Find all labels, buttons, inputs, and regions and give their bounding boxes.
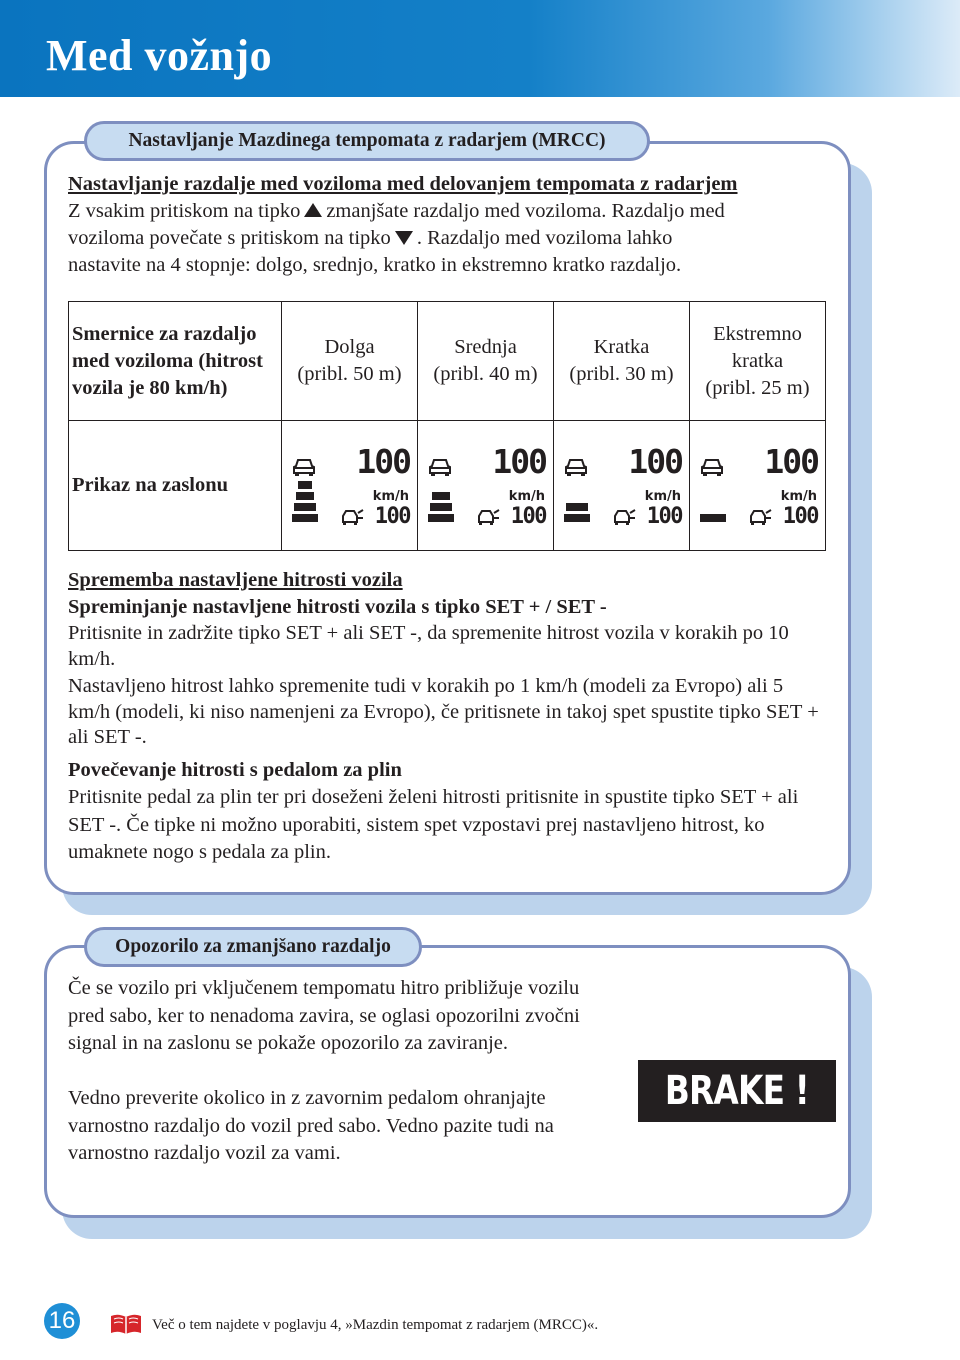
distance-bars <box>292 482 318 522</box>
speed-unit: km/h <box>508 488 545 504</box>
distance-bars <box>564 482 590 522</box>
section2-tab: Opozorilo za zmanjšano razdaljo <box>84 927 422 967</box>
section1-paragraph-line3: nastavite na 4 stopnje: dolgo, srednjo, kratko in ekstremno kratko razdaljo. <box>68 254 682 276</box>
lcd-display <box>418 422 553 550</box>
display-short <box>554 421 690 551</box>
lcd-display <box>282 422 417 550</box>
cruise-car-icon <box>476 507 500 527</box>
speed-unit: km/h <box>780 488 817 504</box>
cruise-car-icon <box>748 507 772 527</box>
table-row1-header: Smernice za razdaljo med voziloma (hitrost vozila je 80 km/h) <box>69 302 282 421</box>
distance-bar <box>700 514 726 522</box>
triangle-down-icon <box>395 231 413 245</box>
lead-car-icon <box>564 458 588 476</box>
distance-bars <box>428 482 454 522</box>
set-speed-readout: 100 <box>782 503 818 529</box>
para-text-a: Z vsakim pritiskom na tipko <box>68 200 301 222</box>
lcd-display <box>690 422 825 550</box>
page-header-band <box>0 0 960 97</box>
current-speed-readout: 100 <box>628 441 682 481</box>
lead-car-icon <box>428 458 452 476</box>
table-col-short: Kratka (pribl. 30 m) <box>554 302 690 421</box>
current-speed-readout: 100 <box>764 441 818 481</box>
display-medium <box>418 421 554 551</box>
distance-bar <box>566 503 588 511</box>
warning-paragraph1: Če se vozilo pri vključenem tempomatu hitro približuje vozilu pred sabo, ker to nenadoma zavira, se oglasi opozorilni zvočni signal in na zaslonu se pokaže opozorilo za zaviranje. <box>68 977 580 1054</box>
set-speed-readout: 100 <box>374 503 410 529</box>
book-icon <box>110 1313 142 1335</box>
cruise-car-icon <box>612 507 636 527</box>
distance-bar <box>428 514 454 522</box>
table-row2-header: Prikaz na zaslonu <box>69 421 282 551</box>
distance-bar <box>564 514 590 522</box>
distance-bar <box>430 503 452 511</box>
section1-heading: Nastavljanje razdalje med voziloma med delovanjem tempomata z radarjem <box>68 173 738 195</box>
speed-unit: km/h <box>644 488 681 504</box>
distance-bar <box>294 503 316 511</box>
cruise-car-icon <box>340 507 364 527</box>
lead-car-icon <box>700 458 724 476</box>
pedal-paragraph: Pritisnite pedal za plin ter pri doseženi želeni hitrosti pritisnite in spustite tipko SET + ali SET -. Če tipke ni možno uporabiti, sistem spet vzpostavi prej nastavljeno hitrost, ko umaknete nogo s pedala za plin. <box>68 786 799 863</box>
page-number: 16 <box>44 1303 80 1339</box>
table-col-long: Dolga (pribl. 50 m) <box>282 302 418 421</box>
set-speed-readout: 100 <box>510 503 546 529</box>
section1-paragraph-line2 <box>68 225 672 253</box>
lead-car-icon <box>292 458 316 476</box>
footer-note: Več o tem najdete v poglavju 4, »Mazdin tempomat z radarjem (MRCC)«. <box>152 1317 599 1333</box>
change-speed-heading: Sprememba nastavljene hitrosti vozila <box>68 569 403 591</box>
display-long <box>282 421 418 551</box>
speed-unit: km/h <box>372 488 409 504</box>
para-text-b: zmanjšate razdaljo med voziloma. Razdaljo med <box>326 200 725 222</box>
change-speed-paragraph1: Pritisnite in zadržite tipko SET + ali SET -, da spremenite hitrost vozila v korakih po 10 km/h. <box>68 622 789 670</box>
distance-bar <box>296 492 314 500</box>
lcd-display <box>554 422 689 550</box>
para-text-d: . Razdaljo med voziloma lahko <box>416 227 673 249</box>
current-speed-readout: 100 <box>356 441 410 481</box>
display-extra-short <box>690 421 826 551</box>
para-text-c: voziloma povečate s pritiskom na tipko <box>68 227 391 249</box>
distance-bar <box>432 492 450 500</box>
change-speed-subheading: Spreminjanje nastavljene hitrosti vozila s tipko SET + / SET - <box>68 596 607 618</box>
triangle-up-icon <box>304 203 322 217</box>
distance-bars <box>700 482 726 522</box>
brake-warning-display: BRAKE ! <box>638 1060 836 1122</box>
distance-bar <box>298 481 312 489</box>
pedal-heading: Povečevanje hitrosti s pedalom za plin <box>68 759 402 781</box>
section1-tab: Nastavljanje Mazdinega tempomata z radarjem (MRCC) <box>84 121 650 161</box>
warning-paragraph2: Vedno preverite okolico in z zavornim pedalom ohranjajte varnostno razdaljo do vozil pred sabo. Vedno pazite tudi na varnostno razdaljo vozil za vami. <box>68 1087 554 1164</box>
section1-paragraph-line1 <box>68 198 725 226</box>
current-speed-readout: 100 <box>492 441 546 481</box>
distance-table <box>68 301 826 551</box>
table-col-medium: Srednja (pribl. 40 m) <box>418 302 554 421</box>
page-title: Med vožnjo <box>46 31 273 80</box>
set-speed-readout: 100 <box>646 503 682 529</box>
change-speed-paragraph2: Nastavljeno hitrost lahko spremenite tudi v korakih po 1 km/h (modeli za Evropo) ali 5 km/h (modeli, ki niso namenjeni za Evropo), če pritisnete in takoj spet spustite tipko SET + ali SET -. <box>68 675 819 748</box>
distance-bar <box>292 514 318 522</box>
table-col-extra-short: Ekstremno kratka (pribl. 25 m) <box>690 302 826 421</box>
